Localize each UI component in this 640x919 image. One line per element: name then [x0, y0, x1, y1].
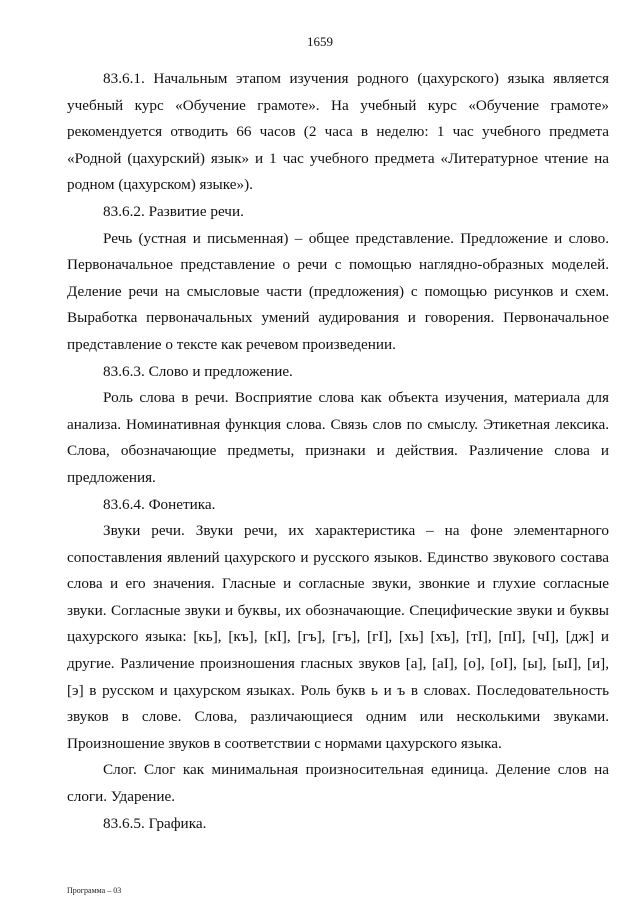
- section-83-6-4-body: Звуки речи. Звуки речи, их характеристика – на фоне элементарного сопоставления явлений цахурского и русского языков. Единство звукового состава слова и его значения. Гласные и согласные звуки, звонкие и глухие согласные звуки. Согласные звуки и буквы, их обозначающие. Специфические звуки и буквы цахурского языка: [кь], [къ], [кI], [гъ], [гъ], [гI], [хь] [хъ], [тI], [пI], [чI], [дж] и другие. Различение произношения гласных звуков [а], [аI], [о], [оI], [ы], [ыI], [и], [э] в русском и цахурском языках. Роль букв ь и ъ в словах. Последовательность звуков в слове. Слова, различающиеся одним или несколькими звуками. Произношение звуков в соответствии с нормами цахурского языка.: [67, 522, 609, 752]
- page-number: 1659: [307, 34, 333, 49]
- section-83-6-2-body: Речь (устная и письменная) – общее представление. Предложение и слово. Первоначальное представление о речи с помощью наглядно-образных моделей. Деление речи на смысловые части (предложения) с помощью рисунков и схем. Выработка первоначальных умений аудирования и говорения. Первоначальное представление о тексте как речевом произведении.: [67, 229, 609, 353]
- section-83-6-1-paragraph: 83.6.1. Начальным этапом изучения родного (цахурского) языка является учебный курс «Обучение грамоте». На учебный курс «Обучение грамоте» рекомендуется отводить 66 часов (2 часа в неделю: 1 час учебного предмета «Родной (цахурский) язык» и 1 час учебного предмета «Литературное чтение на родном (цахурском) языке»).: [67, 70, 609, 194]
- section-83-6-3-heading: 83.6.3. Слово и предложение.: [103, 362, 293, 380]
- section-83-6-2-heading: 83.6.2. Развитие речи.: [103, 202, 244, 220]
- section-83-6-4-syllable-paragraph: Слог. Слог как минимальная произносительная единица. Деление слов на слоги. Ударение.: [67, 761, 609, 806]
- section-83-6-4-heading: 83.6.4. Фонетика.: [103, 495, 216, 513]
- section-83-6-5-heading: 83.6.5. Графика.: [103, 814, 207, 832]
- document-body: [67, 66, 609, 837]
- section-83-6-3-body: Роль слова в речи. Восприятие слова как объекта изучения, материала для анализа. Номинативная функция слова. Связь слов по смыслу. Этикетная лексика. Слова, обозначающие предметы, признаки и действия. Различение слова и предложения.: [67, 389, 609, 486]
- page-footer: Программа – 03: [67, 886, 122, 895]
